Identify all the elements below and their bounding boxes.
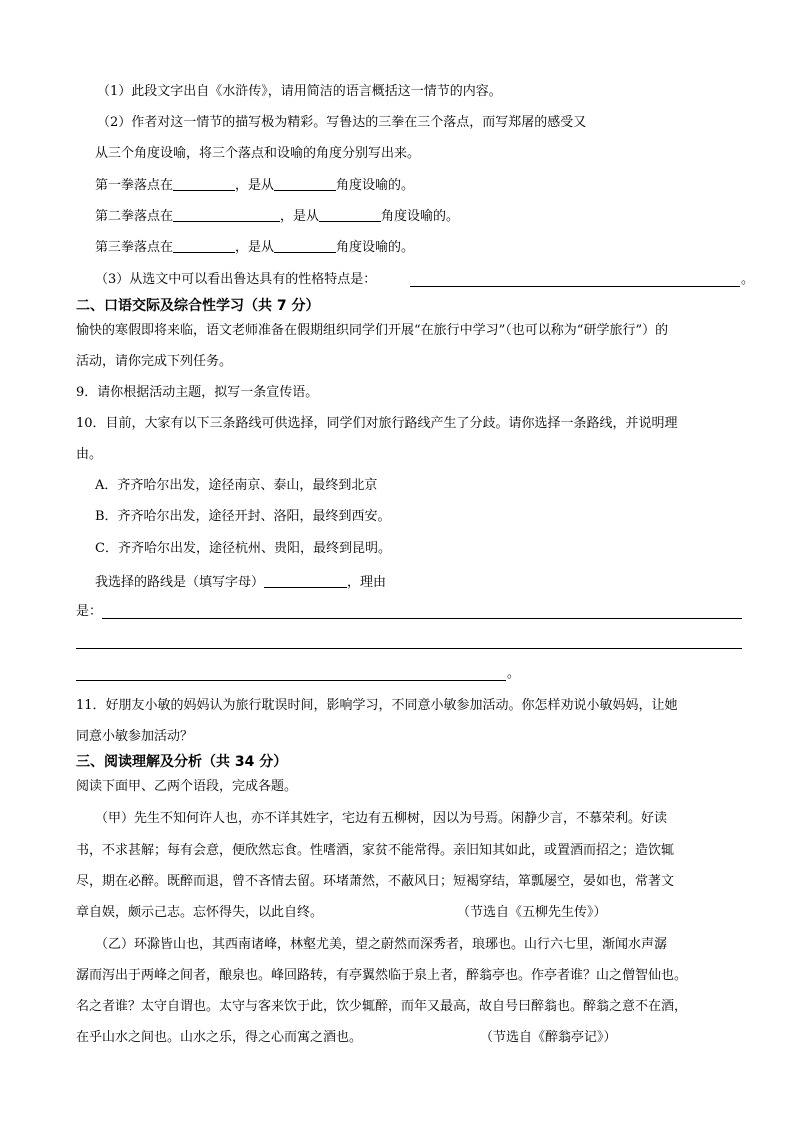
punch-2-location-blank[interactable] — [173, 207, 280, 222]
question-10-line-2: 由。 — [76, 447, 103, 462]
section-3-heading: 三、阅读理解及分析（共 34 分） — [76, 754, 288, 770]
reason-end: 。 — [507, 666, 521, 681]
passage-yi-source: （节选自《醉翁亭记》） — [480, 1030, 617, 1045]
punch-3-row — [95, 238, 414, 257]
route-choice-row — [95, 573, 386, 592]
punch-3-label: 第三拳落点在 — [95, 240, 174, 255]
passage-jia-line-4: 章自娱，颇示己志。忘怀得失，以此自终。 — [76, 905, 324, 920]
route-choice-reason-label: ，理由 — [347, 575, 387, 590]
option-c: C．齐齐哈尔出发，途径杭州、贵阳，最终到昆明。 — [95, 541, 391, 556]
punch-3-mid: ，是从 — [235, 240, 275, 255]
punch-2-end: 角度设喻的。 — [381, 209, 460, 224]
passage-yi-line-4: 在乎山水之间也。山水之乐，得之心而寓之酒也。 — [76, 1030, 363, 1045]
question-10-line-1: 10．目前，大家有以下三条路线可供选择，同学们对旅行路线产生了分歧。请你选择一条路线，并说明理 — [76, 416, 678, 431]
option-b: B．齐齐哈尔出发，途径开封、洛阳，最终到西安。 — [95, 509, 391, 524]
punch-2-angle-blank[interactable] — [319, 207, 381, 222]
question-9: 9．请你根据活动主题，拟写一条宣传语。 — [76, 385, 319, 400]
question-1: （1）此段文字出自《水浒传》，请用简洁的语言概括这一情节的内容。 — [97, 84, 502, 99]
section-2-heading: 二、口语交际及综合性学习（共 7 分） — [76, 298, 320, 314]
question-3-end: 。 — [741, 272, 755, 287]
section-2-intro-1: 愉快的寒假即将来临，语文老师准备在假期组织同学们开展“在旅行中学习”（也可以称为“研学旅行”）的 — [76, 323, 669, 338]
section-2-intro-2: 活动，请你完成下列任务。 — [76, 354, 233, 369]
punch-1-mid: ，是从 — [235, 178, 275, 193]
punch-3-location-blank[interactable] — [173, 238, 235, 253]
punch-1-row — [95, 176, 414, 195]
option-a: A．齐齐哈尔出发，途径南京、泰山，最终到北京 — [95, 478, 378, 493]
punch-3-end: 角度设喻的。 — [336, 240, 415, 255]
punch-3-angle-blank[interactable] — [274, 238, 336, 253]
reason-answer-line-1[interactable] — [102, 618, 742, 619]
question-3-answer-line[interactable] — [410, 286, 740, 287]
passage-yi-line-1: （乙）环滁皆山也，其西南诸峰，林壑尤美，望之蔚然而深秀者，琅琊也。山行六七里，渐闻水声潺 — [95, 937, 668, 952]
punch-2-row — [95, 207, 459, 226]
reason-answer-line-3[interactable] — [76, 680, 506, 681]
question-11-line-2: 同意小敏参加活动？ — [76, 729, 194, 744]
question-2-line-2: 从三个角度设喻，将三个落点和设喻的角度分别写出来。 — [95, 146, 421, 161]
passage-jia-line-1: （甲）先生不知何许人也，亦不详其姓字，宅边有五柳树，因以为号焉。闲静少言，不慕荣利。好读 — [95, 811, 668, 826]
passage-yi-line-3: 名之者谁？太守自谓也。太守与客来饮于此，饮少辄醉，而年又最高，故自号曰醉翁也。醉翁之意不在酒， — [76, 999, 688, 1014]
passage-yi-line-2: 潺而泻出于两峰之间者，酿泉也。峰回路转，有亭翼然临于泉上者，醉翁亭也。作亭者谁？山之僧智仙也。 — [76, 968, 688, 983]
reason-answer-line-2[interactable] — [76, 648, 742, 649]
punch-2-label: 第二拳落点在 — [95, 209, 174, 224]
question-11-line-1: 11．好朋友小敏的妈妈认为旅行耽误时间，影响学习，不同意小敏参加活动。你怎样劝说小敏妈妈，让她 — [76, 698, 678, 713]
question-2-line-1: （2）作者对这一情节的描写极为精彩。写鲁达的三拳在三个落点，而写郑屠的感受又 — [97, 115, 587, 130]
route-choice-label: 我选择的路线是（填写字母） — [95, 575, 265, 590]
punch-1-angle-blank[interactable] — [274, 176, 336, 191]
reading-intro: 阅读下面甲、乙两个语段，完成各题。 — [76, 779, 298, 794]
passage-jia-source: （节选自《五柳先生传》） — [457, 905, 607, 920]
question-3: （3）从选文中可以看出鲁达具有的性格特点是： — [95, 272, 377, 287]
route-choice-blank[interactable] — [264, 573, 347, 588]
passage-jia-line-3: 尽，期在必醉。既醉而退，曾不吝情去留。环堵萧然，不蔽风日；短褐穿结，箪瓢屡空，晏如也，常著文 — [76, 874, 675, 889]
punch-2-mid: ，是从 — [280, 209, 320, 224]
punch-1-location-blank[interactable] — [173, 176, 235, 191]
punch-1-label: 第一拳落点在 — [95, 178, 174, 193]
passage-jia-line-2: 书，不求甚解；每有会意，便欣然忘食。性嗜酒，家贫不能常得。亲旧知其如此，或置酒而招之；造饮辄 — [76, 843, 675, 858]
punch-1-end: 角度设喻的。 — [336, 178, 415, 193]
reason-label: 是： — [76, 604, 103, 619]
